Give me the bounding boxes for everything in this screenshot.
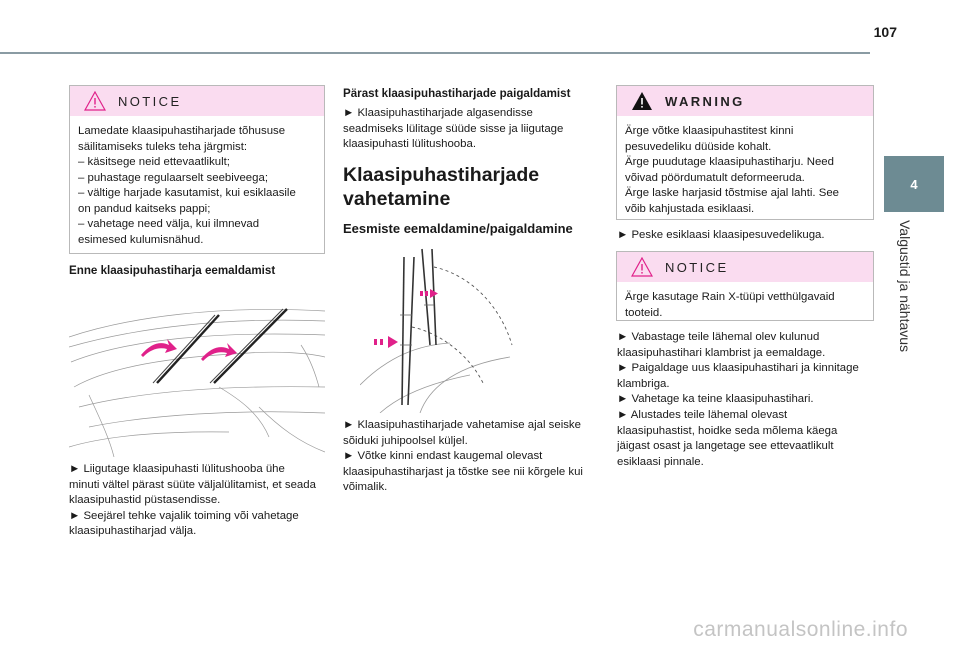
watermark: carmanualsonline.info <box>693 618 908 641</box>
wiper-replace-illustration <box>360 245 530 413</box>
install-text: ► Vabastage teile lähemal olev kulunud klaasipuhastihari klambrist ja eemaldage. ► Paigaldage uus klaasipuhastihari ja kinnitage klambriga. ► Vahetage ka teine klaasipuhastihari. ► Alustades teile lähemal olevast klaasipuhastist, hoidke seda mõlema käega jäigast osast ja langetage see ettevaatlikult esiklaasi pinnale. <box>617 331 859 468</box>
warning-title: WARNING <box>665 93 745 109</box>
notice-box-2 <box>616 251 874 321</box>
wash-instruction: ► Peske esiklaasi klaasipesuvedelikuga. <box>617 229 825 241</box>
caution-icon <box>84 91 106 111</box>
page-number: 107 <box>873 24 897 40</box>
warning-box <box>616 85 874 220</box>
notice-header <box>70 86 324 116</box>
notice-text: Lamedate klaasipuhastiharjade tõhususe säilitamiseks tuleks teha järgmist: – käsitsege neid ettevaatlikult; – puhastage regulaarselt seebiveega; – vältige harjade kasutamist, kui esiklaasile on pandud kaitseks pappi; – vahetage need välja, kui ilmnevad esimesed kulumisnähud. <box>78 125 296 246</box>
chapter-heading: Klaasipuhastiharjade vahetamine <box>343 164 540 210</box>
section-heading-after: Pärast klaasipuhastiharjade paigaldamist <box>343 87 571 100</box>
notice-text-2: Ärge kasutage Rain X-tüüpi vetthülgavaid tooteid. <box>625 291 835 319</box>
warning-text: Ärge võtke klaasipuhastitest kinni pesuvedeliku düüside kohalt. Ärge puudutage klaasipuhastiharju. Need võivad pöördumatult deformeeruda. Ärge laske harjasid tõstmise ajal lahti. See võib kahjustada esiklaasi. <box>625 125 839 215</box>
section-text-after: ► Klaasipuhastiharjade algasendisse seadmiseks lülitage süüde sisse ja liigutage klaasipuhasti lülitushooba. <box>343 107 564 151</box>
notice-title-2: NOTICE <box>665 259 729 275</box>
header-rule <box>0 52 870 54</box>
wiper-raise-illustration <box>69 287 325 457</box>
notice-box <box>69 85 325 254</box>
warning-icon <box>631 91 653 111</box>
warning-header <box>617 86 873 116</box>
caution-icon <box>631 257 653 277</box>
section-heading: Enne klaasipuhastiharja eemaldamist <box>69 264 276 277</box>
notice-header-2 <box>617 252 873 282</box>
section-text: ► Liigutage klaasipuhasti lülitushooba ühe minuti vältel pärast süüte väljalülitamist, et seada klaasipuhastid püstasendisse. ► Seejärel tehke vajalik toiming või vahetage klaasipuhastiharjad välja. <box>69 463 316 538</box>
chapter-title: Valgustid ja nähtavus <box>897 220 913 353</box>
chapter-tab[interactable]: 4 <box>884 156 944 212</box>
subsection-heading: Eesmiste eemaldamine/paigaldamine <box>343 221 573 236</box>
replace-text: ► Klaasipuhastiharjade vahetamise ajal seiske sõiduki juhipoolsel küljel. ► Võtke kinni endast kaugemal olevast klaasipuhastiharjast ja tõstke see nii kõrgele kui võimalik. <box>343 419 583 494</box>
notice-title: NOTICE <box>118 93 182 109</box>
